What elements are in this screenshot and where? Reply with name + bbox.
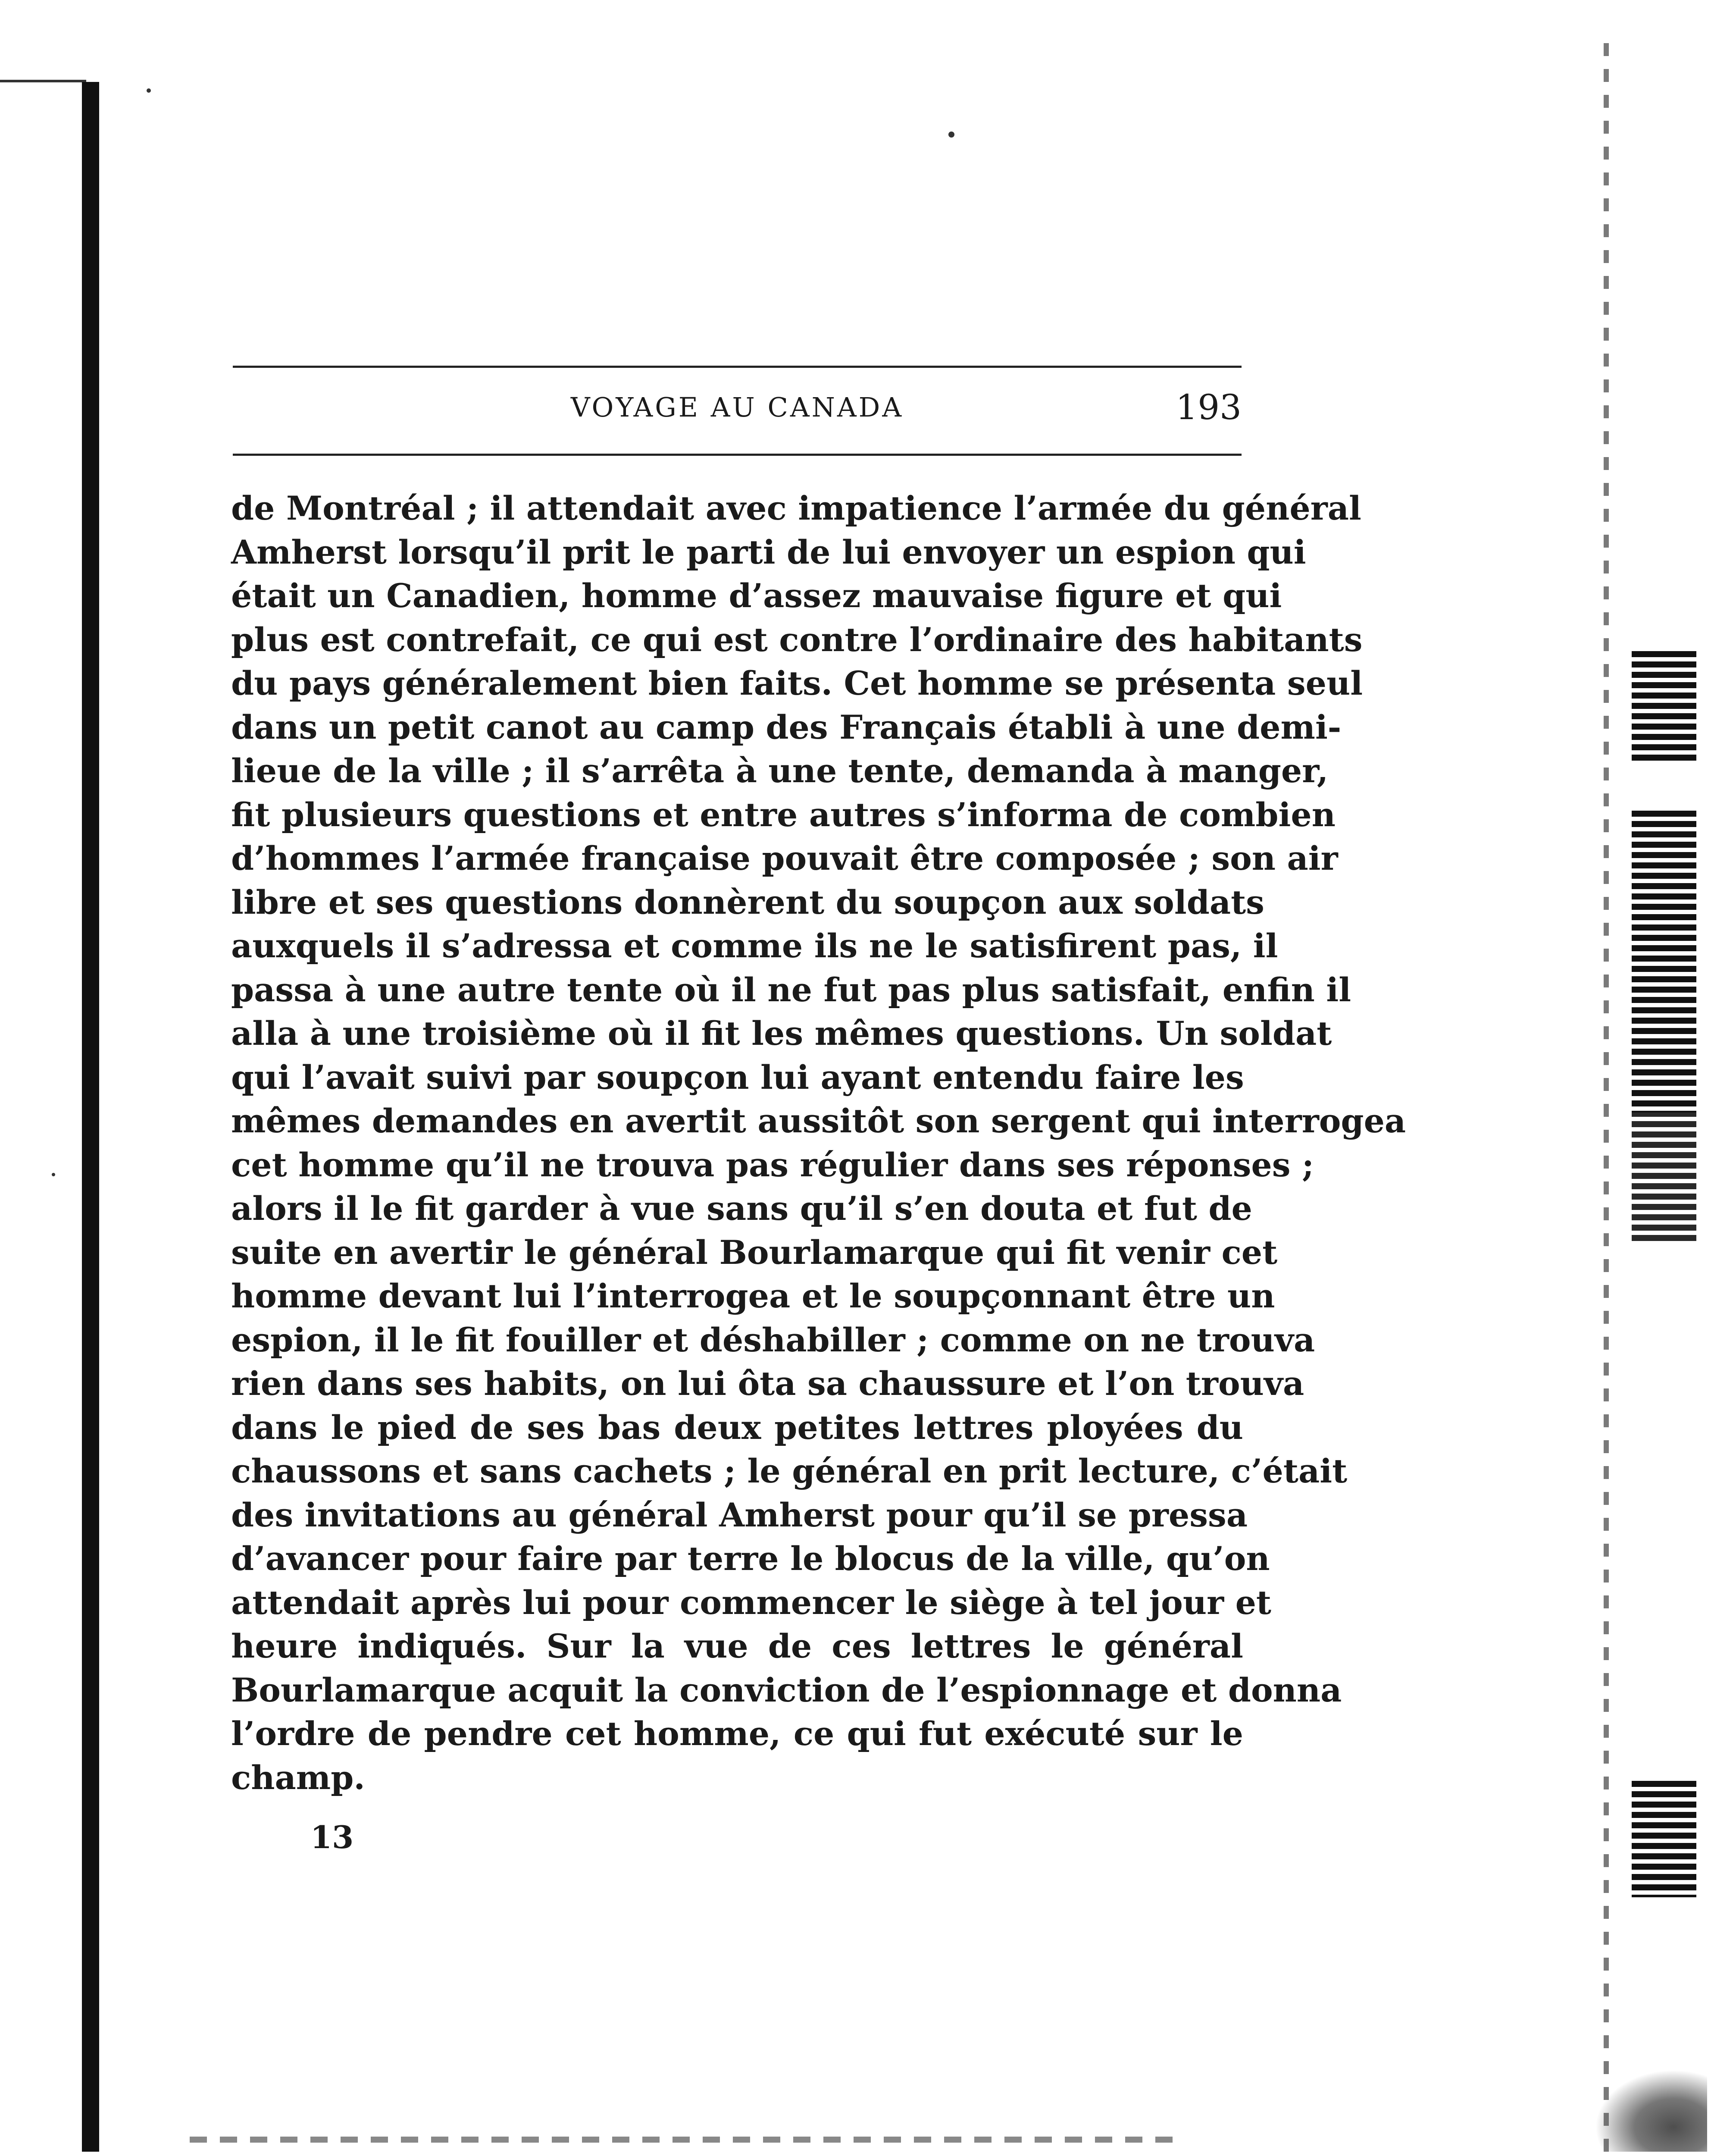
page-number: 193 — [1176, 387, 1242, 427]
text-line: était un Canadien, homme d’assez mauvaise figure et qui — [231, 577, 1282, 615]
text-line: fit plusieurs questions et entre autres s’informa de combien — [231, 795, 1336, 834]
signature-mark: 13 — [310, 1819, 354, 1855]
text-line: attendait après lui pour commencer le siège à tel jour et — [231, 1583, 1272, 1622]
text-line: Bourlamarque acquit la conviction de l’espionnage et donna — [231, 1670, 1342, 1709]
text-line: d’avancer pour faire par terre le blocus de la ville, qu’on — [231, 1539, 1270, 1578]
scan-artifact-bars-4 — [1632, 1781, 1696, 1897]
text-line: rien dans ses habits, on lui ôta sa chaussure et l’on trouva — [231, 1364, 1304, 1403]
text-line-final: champ. — [231, 1758, 365, 1797]
scan-corner-smudge — [1595, 2070, 1707, 2152]
ink-speck — [147, 88, 151, 93]
text-line: chaussons et sans cachets ; le général en prit lecture, c’était — [231, 1452, 1348, 1490]
text-line: heure indiqués. Sur la vue de ces lettres le général — [231, 1627, 1243, 1665]
text-line: libre et ses questions donnèrent du soupçon aux soldats — [231, 883, 1264, 921]
ink-speck — [52, 1173, 55, 1176]
body-text — [231, 486, 1406, 1799]
running-title: VOYAGE AU CANADA — [570, 392, 904, 423]
text-line: lieue de la ville ; il s’arrêta à une tente, demanda à manger, — [231, 752, 1329, 790]
text-line: alors il le fit garder à vue sans qu’il s’en douta et fut de — [231, 1189, 1252, 1228]
text-line: dans un petit canot au camp des Français établi à une demi- — [231, 708, 1342, 746]
text-line: alla à une troisième où il fit les mêmes questions. Un soldat — [231, 1014, 1332, 1053]
scan-edge-bottom — [190, 2137, 1181, 2143]
header-rule-bottom — [233, 454, 1242, 456]
ink-speck — [948, 132, 954, 138]
text-line: d’hommes l’armée française pouvait être composée ; son air — [231, 839, 1338, 877]
text-line: Amherst lorsqu’il prit le parti de lui envoyer un espion qui — [231, 533, 1306, 571]
scan-artifact-bars-3 — [1632, 966, 1696, 1242]
text-line: des invitations au général Amherst pour qu’il se pressa — [231, 1495, 1248, 1534]
scan-edge-right — [1604, 43, 1609, 2156]
text-line: suite en avertir le général Bourlamarque qui fit venir cet — [231, 1233, 1278, 1272]
text-line: passa à une autre tente où il ne fut pas plus satisfait, enfin il — [231, 970, 1351, 1009]
text-line: de Montréal ; il attendait avec impatience l’armée du général — [231, 489, 1361, 527]
text-line: cet homme qu’il ne trouva pas régulier dans ses réponses ; — [231, 1145, 1314, 1184]
text-line: homme devant lui l’interrogea et le soupçonnant être un — [231, 1277, 1275, 1315]
text-line: mêmes demandes en avertit aussitôt son sergent qui interrogea — [231, 1102, 1406, 1140]
text-line: espion, il le fit fouiller et déshabiller ; comme on ne trouva — [231, 1320, 1315, 1359]
text-line: du pays généralement bien faits. Cet homme se présenta seul — [231, 664, 1363, 702]
text-line: l’ordre de pendre cet homme, ce qui fut exécuté sur le — [231, 1714, 1243, 1753]
binding-edge — [82, 82, 99, 2152]
text-line: qui l’avait suivi par soupçon lui ayant entendu faire les — [231, 1058, 1244, 1097]
running-header — [233, 379, 1242, 440]
scan-artifact-bars-1 — [1632, 651, 1696, 763]
text-line: plus est contrefait, ce qui est contre l’ordinaire des habitants — [231, 620, 1363, 659]
text-line: dans le pied de ses bas deux petites lettres ployées du — [231, 1408, 1243, 1447]
scan-edge-top — [0, 80, 86, 82]
header-rule-top — [233, 366, 1242, 368]
text-line: auxquels il s’adressa et comme ils ne le satisfirent pas, il — [231, 927, 1278, 965]
